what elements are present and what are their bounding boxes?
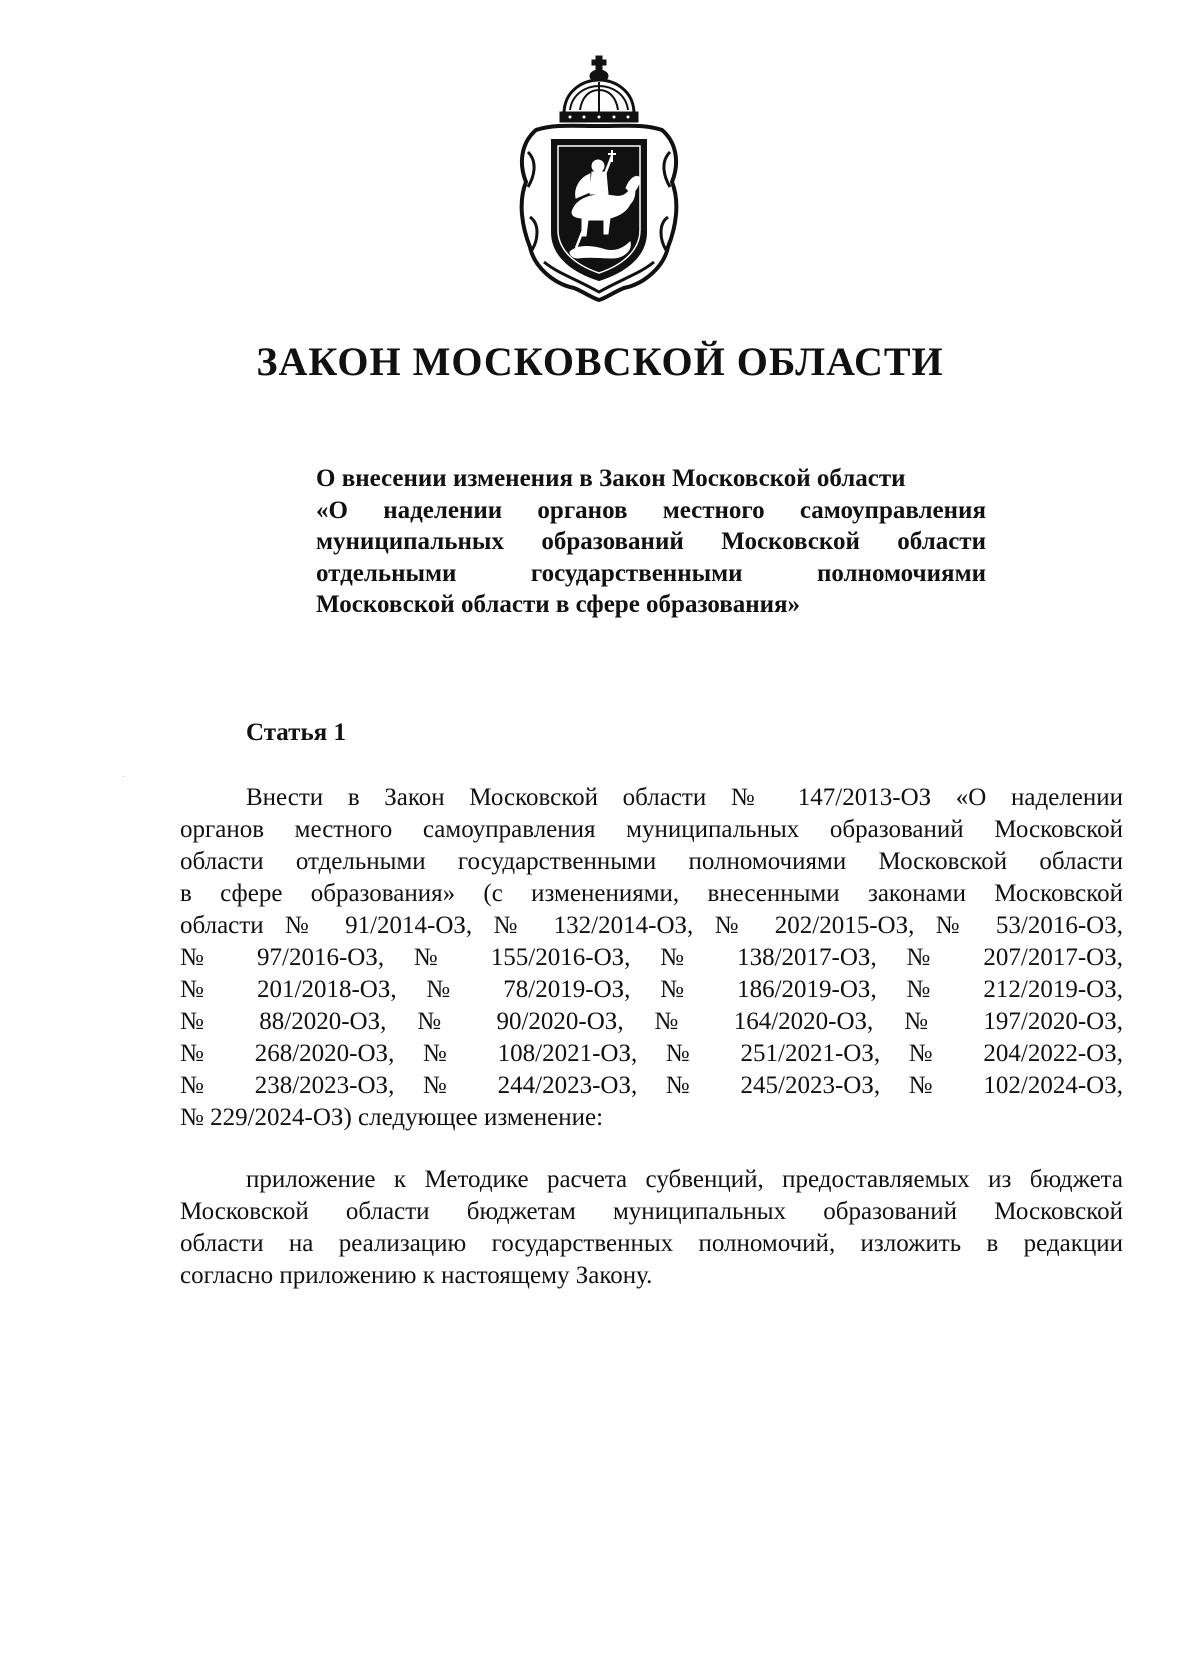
article-paragraph [180, 782, 1123, 1134]
paragraph-line: № 97/2016-ОЗ, № 155/2016-ОЗ, № 138/2017-ОЗ, № 207/2017-ОЗ, [180, 944, 1123, 971]
article-heading: Статья 1 [246, 719, 346, 746]
paragraph-line: № 88/2020-ОЗ, № 90/2020-ОЗ, № 164/2020-ОЗ, № 197/2020-ОЗ, [180, 1008, 1123, 1035]
paragraph-line: в сфере образования» (с изменениями, внесенными законами Московской [180, 880, 1123, 907]
law-subject [316, 463, 986, 621]
moscow-oblast-coat-of-arms-icon [514, 52, 684, 302]
subject-line: «О наделении органов местного самоуправления [316, 496, 986, 524]
paragraph-line: № 268/2020-ОЗ, № 108/2021-ОЗ, № 251/2021-ОЗ, № 204/2022-ОЗ, [180, 1040, 1123, 1067]
article-paragraph [180, 1164, 1123, 1292]
paragraph-line: № 238/2023-ОЗ, № 244/2023-ОЗ, № 245/2023-ОЗ, № 102/2024-ОЗ, [180, 1072, 1123, 1099]
paragraph-line: согласно приложению к настоящему Закону. [180, 1262, 653, 1289]
paragraph-line: области отдельными государственными полномочиями Московской области [180, 848, 1123, 875]
paragraph-line: Внести в Закон Московской области № 147/2013-ОЗ «О наделении [246, 784, 1123, 811]
subject-line: муниципальных образований Московской области [316, 528, 986, 555]
paragraph-line: № 229/2024-ОЗ) следующее изменение: [180, 1104, 604, 1131]
paragraph-line: области на реализацию государственных полномочий, изложить в редакции [180, 1230, 1123, 1257]
paragraph-line: № 201/2018-ОЗ, № 78/2019-ОЗ, № 186/2019-ОЗ, № 212/2019-ОЗ, [180, 976, 1123, 1003]
paragraph-line: Московской области бюджетам муниципальных образований Московской [180, 1198, 1123, 1225]
paragraph-line: органов местного самоуправления муниципальных образований Московской [180, 816, 1123, 843]
subject-line: отдельными государственными полномочиями [316, 559, 986, 587]
law-title: ЗАКОН МОСКОВСКОЙ ОБЛАСТИ [256, 339, 944, 384]
scan-artifact [123, 776, 124, 777]
paragraph-line: приложение к Методике расчета субвенций, предоставляемых из бюджета [246, 1166, 1123, 1193]
subject-line: Московской области в сфере образования» [316, 591, 801, 618]
paragraph-line: области № 91/2014-ОЗ, № 132/2014-ОЗ, № 202/2015-ОЗ, № 53/2016-ОЗ, [180, 912, 1123, 939]
subject-line: О внесении изменения в Закон Московской области [316, 465, 906, 492]
